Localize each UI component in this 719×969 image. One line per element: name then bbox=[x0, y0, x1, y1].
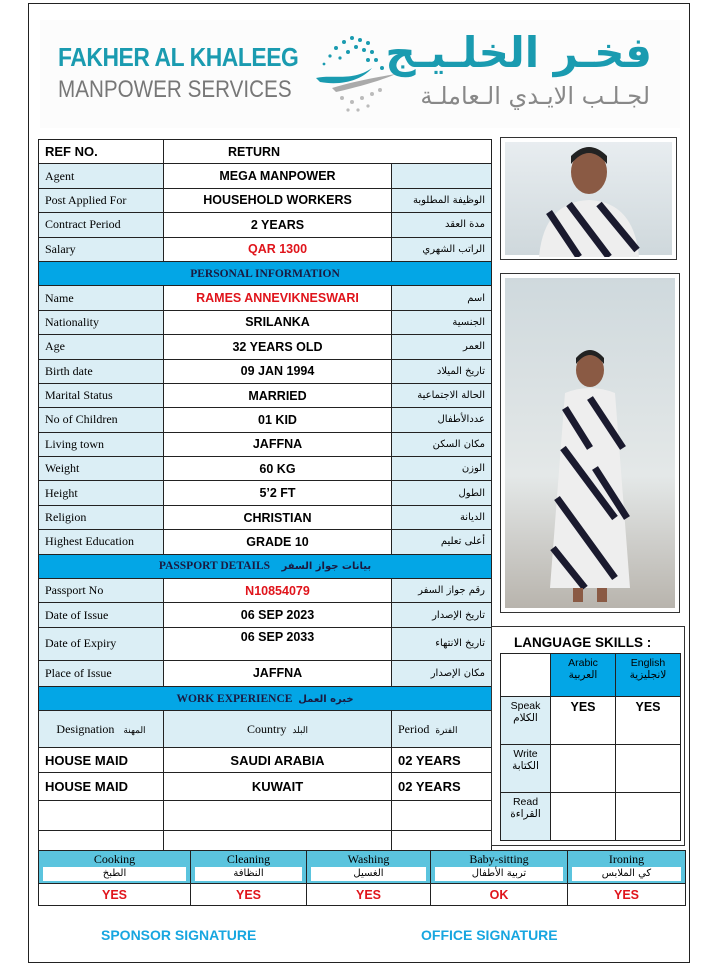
english-level bbox=[616, 745, 681, 793]
table-row bbox=[39, 408, 492, 432]
skill-en: Cooking bbox=[93, 852, 136, 866]
field-label: Place of Issue bbox=[39, 660, 164, 686]
full-body-photo bbox=[500, 273, 680, 613]
work-designation bbox=[39, 801, 164, 831]
language-skill-label bbox=[501, 697, 551, 745]
english-level bbox=[616, 793, 681, 841]
field-label: Height bbox=[39, 481, 164, 505]
field-value: 32 YEARS OLD bbox=[164, 335, 392, 359]
skill-header bbox=[431, 851, 568, 884]
section-title bbox=[39, 686, 492, 710]
sponsor-signature-label: SPONSOR SIGNATURE bbox=[101, 927, 257, 943]
field-value: HOUSEHOLD WORKERS bbox=[164, 188, 392, 212]
skill-header bbox=[39, 851, 191, 884]
table-row bbox=[39, 660, 492, 686]
work-country bbox=[164, 801, 392, 831]
table-row bbox=[39, 237, 492, 261]
field-label-ar: الطول bbox=[392, 481, 492, 505]
skill-ar: الغسيل bbox=[311, 867, 426, 881]
language-skills-panel bbox=[491, 626, 685, 846]
section-header-work bbox=[39, 686, 492, 710]
logo-name-en: FAKHER AL KHALEEG bbox=[58, 42, 299, 72]
language-row bbox=[501, 745, 681, 793]
field-label: Date of Issue bbox=[39, 603, 164, 627]
skill-ar: النظافة bbox=[195, 867, 302, 881]
field-label-ar: تاريخ الانتهاء bbox=[392, 627, 492, 660]
person-portrait-icon bbox=[519, 142, 659, 257]
field-label-ar: مكان الإصدار bbox=[392, 660, 492, 686]
language-row bbox=[501, 697, 681, 745]
section-title-ar: بيانات جواز السفر bbox=[281, 561, 372, 573]
field-label: Marital Status bbox=[39, 383, 164, 407]
col-en: Arabic bbox=[568, 657, 598, 669]
skill-value: OK bbox=[431, 884, 568, 906]
field-label-ar: مدة العقد bbox=[392, 213, 492, 237]
work-col-designation bbox=[39, 711, 164, 748]
logo-subtitle-ar: لجـلـب الايـدي الـعاملـة bbox=[420, 82, 650, 110]
field-label-ar: تاريخ الإصدار bbox=[392, 603, 492, 627]
field-value: N10854079 bbox=[164, 579, 392, 603]
skill-ar: الكتابة bbox=[512, 760, 539, 772]
cv-table bbox=[38, 139, 492, 856]
field-label: Religion bbox=[39, 505, 164, 529]
table-row bbox=[39, 335, 492, 359]
skill-en: Baby-sitting bbox=[469, 852, 529, 866]
ref-label: REF NO. bbox=[39, 140, 164, 164]
field-value: MEGA MANPOWER bbox=[164, 164, 392, 188]
table-row bbox=[39, 383, 492, 407]
arabic-level bbox=[551, 793, 616, 841]
field-label-ar: مكان السكن bbox=[392, 432, 492, 456]
arabic-level: YES bbox=[551, 697, 616, 745]
col-en: English bbox=[630, 657, 666, 669]
language-skill-label bbox=[501, 793, 551, 841]
field-label-ar: الراتب الشهري bbox=[392, 237, 492, 261]
field-label: Agent bbox=[39, 164, 164, 188]
field-label: Highest Education bbox=[39, 530, 164, 554]
col-en: Country bbox=[246, 721, 287, 736]
table-row bbox=[39, 603, 492, 627]
skill-en: Write bbox=[513, 748, 538, 760]
work-designation: HOUSE MAID bbox=[39, 748, 164, 773]
field-value: JAFFNA bbox=[164, 432, 392, 456]
field-value: JAFFNA bbox=[164, 660, 392, 686]
skill-value: YES bbox=[191, 884, 307, 906]
work-header-row bbox=[39, 711, 492, 748]
section-title-ar: خبره العمل bbox=[298, 693, 354, 705]
language-row bbox=[501, 793, 681, 841]
english-level: YES bbox=[616, 697, 681, 745]
skill-value: YES bbox=[39, 884, 191, 906]
field-value: MARRIED bbox=[164, 383, 392, 407]
skill-en: Read bbox=[512, 796, 539, 808]
work-row bbox=[39, 773, 492, 801]
language-skills-table bbox=[500, 653, 681, 841]
skill-en: Speak bbox=[510, 700, 541, 712]
section-title: PERSONAL INFORMATION bbox=[39, 261, 492, 285]
field-label: No of Children bbox=[39, 408, 164, 432]
field-label-ar: العمر bbox=[392, 335, 492, 359]
table-row bbox=[39, 188, 492, 212]
field-value: 01 KID bbox=[164, 408, 392, 432]
household-skills-table bbox=[38, 850, 686, 906]
table-row bbox=[39, 164, 492, 188]
work-country: SAUDI ARABIA bbox=[164, 748, 392, 773]
work-period: 02 YEARS bbox=[392, 773, 492, 801]
office-signature-label: OFFICE SIGNATURE bbox=[421, 927, 558, 943]
work-designation: HOUSE MAID bbox=[39, 773, 164, 801]
skill-ar: القراءة bbox=[510, 808, 541, 820]
table-row bbox=[39, 213, 492, 237]
field-value: 60 KG bbox=[164, 457, 392, 481]
field-value: 2 YEARS bbox=[164, 213, 392, 237]
field-value: SRILANKA bbox=[164, 310, 392, 334]
section-title-en: PASSPORT DETAILS bbox=[158, 560, 271, 573]
field-label: Date of Expiry bbox=[39, 627, 164, 660]
table-row bbox=[39, 481, 492, 505]
skill-ar: تربية الأطفال bbox=[435, 867, 563, 881]
field-label-ar: الجنسية bbox=[392, 310, 492, 334]
field-label: Salary bbox=[39, 237, 164, 261]
table-row bbox=[39, 310, 492, 334]
skill-ar: الكلام bbox=[513, 712, 538, 724]
portrait-photo bbox=[500, 137, 677, 260]
field-label-ar: تاريخ الميلاد bbox=[392, 359, 492, 383]
skill-ar: كي الملابس bbox=[572, 867, 681, 881]
ref-row bbox=[39, 140, 492, 164]
col-ar: لانجليزية bbox=[629, 669, 667, 681]
skill-header bbox=[568, 851, 686, 884]
table-row bbox=[39, 505, 492, 529]
ref-value: RETURN bbox=[164, 140, 492, 164]
field-label-ar: الحالة الاجتماعية bbox=[392, 383, 492, 407]
field-label: Post Applied For bbox=[39, 188, 164, 212]
skill-en: Cleaning bbox=[226, 852, 271, 866]
field-label: Passport No bbox=[39, 579, 164, 603]
field-value: 5’2 FT bbox=[164, 481, 392, 505]
field-label-ar bbox=[392, 164, 492, 188]
field-label-ar: عددالأطفال bbox=[392, 408, 492, 432]
work-period: 02 YEARS bbox=[392, 748, 492, 773]
field-label-ar: اسم bbox=[392, 286, 492, 310]
section-title-en: WORK EXPERIENCE bbox=[176, 692, 293, 705]
work-col-period bbox=[392, 711, 492, 748]
field-value: 06 SEP 2023 bbox=[164, 603, 392, 627]
field-label-ar: الديانة bbox=[392, 505, 492, 529]
table-row bbox=[39, 627, 492, 660]
field-label: Birth date bbox=[39, 359, 164, 383]
table-row bbox=[39, 579, 492, 603]
field-label: Weight bbox=[39, 457, 164, 481]
section-header-passport bbox=[39, 554, 492, 578]
language-skills-title: LANGUAGE SKILLS : bbox=[514, 635, 652, 650]
field-label-ar: رقم جواز السفر bbox=[392, 579, 492, 603]
section-title bbox=[39, 554, 492, 578]
skill-header bbox=[191, 851, 307, 884]
field-value: 09 JAN 1994 bbox=[164, 359, 392, 383]
table-row bbox=[39, 286, 492, 310]
work-col-country bbox=[164, 711, 392, 748]
field-label-ar: أعلى تعليم bbox=[392, 530, 492, 554]
logo-name-ar: فخـر الخلـيـج bbox=[385, 28, 652, 77]
table-row bbox=[39, 457, 492, 481]
field-label: Contract Period bbox=[39, 213, 164, 237]
col-en: Designation bbox=[56, 721, 115, 736]
field-value: 06 SEP 2033 bbox=[164, 627, 392, 660]
skill-en: Ironing bbox=[608, 852, 645, 866]
work-period bbox=[392, 801, 492, 831]
salary-value: QAR 1300 bbox=[164, 237, 392, 261]
work-row bbox=[39, 801, 492, 831]
blank-cell bbox=[501, 654, 551, 697]
col-ar: الفترة bbox=[435, 724, 458, 735]
company-logo bbox=[40, 20, 680, 128]
col-ar: المهنة bbox=[123, 724, 146, 735]
skill-ar: الطبخ bbox=[43, 867, 186, 881]
logo-subtitle-en: MANPOWER SERVICES bbox=[58, 76, 292, 103]
col-english bbox=[616, 654, 681, 697]
skill-en: Washing bbox=[347, 852, 390, 866]
field-label: Name bbox=[39, 286, 164, 310]
skill-value: YES bbox=[568, 884, 686, 906]
col-ar: العربية bbox=[568, 669, 598, 681]
field-value: RAMES ANNEVIKNESWARI bbox=[164, 286, 392, 310]
col-arabic bbox=[551, 654, 616, 697]
col-en: Period bbox=[398, 721, 430, 736]
work-row bbox=[39, 748, 492, 773]
field-label: Age bbox=[39, 335, 164, 359]
field-label-ar: الوزن bbox=[392, 457, 492, 481]
table-row bbox=[39, 432, 492, 456]
field-label: Nationality bbox=[39, 310, 164, 334]
skill-header bbox=[307, 851, 431, 884]
language-skill-label bbox=[501, 745, 551, 793]
field-value: GRADE 10 bbox=[164, 530, 392, 554]
col-ar: البلد bbox=[292, 724, 308, 735]
field-label-ar: الوظيفة المطلوبة bbox=[392, 188, 492, 212]
field-label: Living town bbox=[39, 432, 164, 456]
table-row bbox=[39, 530, 492, 554]
table-row bbox=[39, 359, 492, 383]
skill-value: YES bbox=[307, 884, 431, 906]
person-full-body-icon bbox=[535, 278, 645, 608]
section-header-personal bbox=[39, 261, 492, 285]
arabic-level bbox=[551, 745, 616, 793]
work-country: KUWAIT bbox=[164, 773, 392, 801]
field-value: CHRISTIAN bbox=[164, 505, 392, 529]
